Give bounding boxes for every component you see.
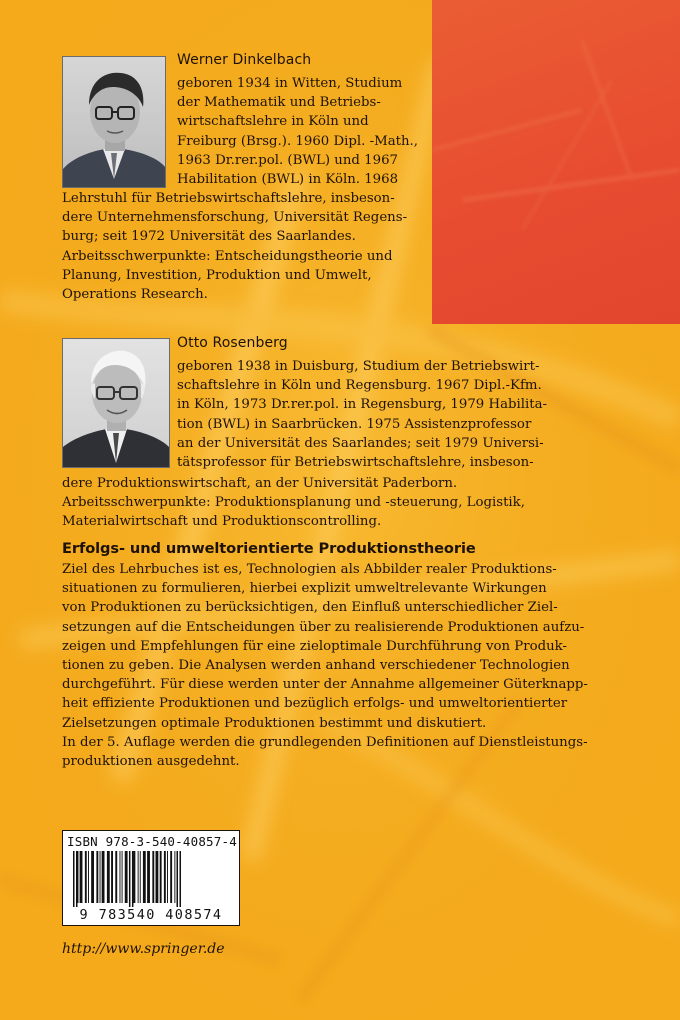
isbn-barcode bbox=[62, 830, 240, 926]
book-description: Ziel des Lehrbuches ist es, Technologien als Abbilder realer Produktions- situationen zu formulieren, hierbei explizit umweltrelevante Wirkungen von Produktionen zu berücksichtigen, den Einfluß unterschiedlicher Ziel- setzungen auf die Entscheidungen über zu realisierende Produktionen aufzu- zeigen und Empfehlungen für eine zieloptimale Durchführung von Produk- tionen zu geben. Die Analysen werden anhand verschiedener Technologien durchgeführt. Für diese werden unter der Annahme allgemeiner Güterknapp- heit effiziente Produktionen und bezüglich erfolgs- und umweltorientierter Zielsetzungen optimale Produktionen bestimmt und diskutiert. In der 5. Auflage werden die grundlegenden Definitionen auf Dienstleistungs- produktionen ausgedehnt. bbox=[62, 562, 588, 770]
author-name-1: Werner Dinkelbach bbox=[177, 52, 312, 68]
book-title: Erfolgs- und umweltorientierte Produktionstheorie bbox=[62, 540, 476, 557]
author-bio-2-bottom: dere Produktionswirtschaft, an der Universität Paderborn. Arbeitsschwerpunkte: Produktionsplanung und -steuerung, Logistik, Materialwirtschaft und Produktionscontrolling. bbox=[62, 476, 525, 530]
author-bio-1-bottom: Lehrstuhl für Betriebswirtschaftslehre, insbeson- dere Unternehmensforschung, Universität Regens- burg; seit 1972 Universität des Saarlandes. Arbeitsschwerpunkte: Entscheidungstheorie und Planung, Investition, Produktion und Umwelt, Operations Research. bbox=[62, 191, 408, 303]
barcode-bars bbox=[71, 851, 233, 907]
ean-digits: 9 783540 408574 bbox=[79, 907, 223, 923]
author-photo-werner-dinkelbach bbox=[62, 56, 166, 188]
isbn-label: ISBN 978-3-540-40857-4 bbox=[67, 834, 237, 849]
author-bio-1-top: geboren 1934 in Witten, Studium der Mathematik und Betriebs- wirtschaftslehre in Köln und Freiburg (Brsg.). 1960 Dipl. -Math., 1963 Dr.rer.pol. (BWL) und 1967 Habilitation (BWL) in Köln. 1968 bbox=[177, 76, 418, 188]
author-bio-2-top: geboren 1938 in Duisburg, Studium der Betriebswirt- schaftslehre in Köln und Regensburg. 1967 Dipl.-Kfm. in Köln, 1973 Dr.rer.pol. in Regensburg, 1979 Habilita- tion (BWL) in Saarbrücken. 1975 Assistenzprofessor an der Universität des Saarlandes; seit 1979 Universi- tätsprofessor für Betriebswirtschaftslehre, insbeson- bbox=[177, 359, 548, 471]
publisher-url-link[interactable]: http://www.springer.de bbox=[62, 941, 225, 957]
author-name-2: Otto Rosenberg bbox=[177, 335, 288, 351]
author-photo-otto-rosenberg bbox=[62, 338, 170, 468]
